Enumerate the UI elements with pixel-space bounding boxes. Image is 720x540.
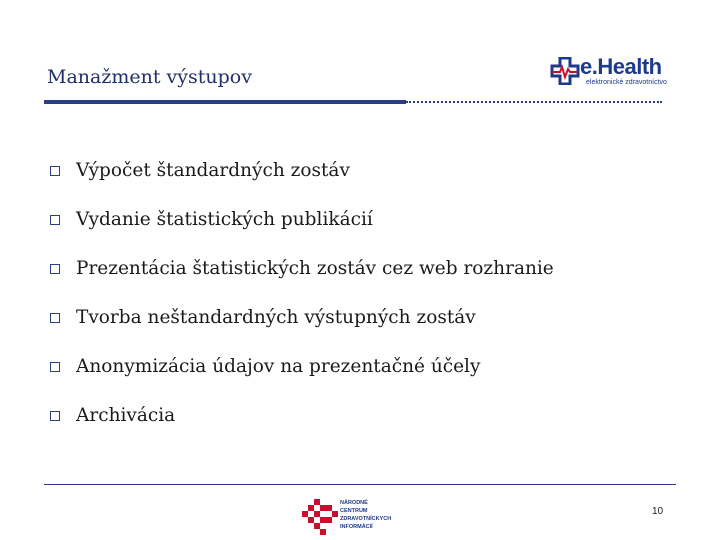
bullet-text: Prezentácia štatistických zostáv cez web rozhranie (76, 258, 554, 279)
nczi-line: CENTRUM (340, 508, 368, 514)
ehealth-wordmark: e.Health (580, 54, 662, 79)
bullet-item (50, 195, 554, 244)
nczi-line: INFORMÁCIÍ (340, 524, 373, 530)
square-bullet-icon (50, 215, 60, 225)
title-underline-solid (44, 100, 406, 104)
nczi-line: ZDRAVOTNÍCKYCH (340, 516, 392, 522)
bullet-text: Anonymizácia údajov na prezentačné účely (76, 356, 481, 377)
square-bullet-icon (50, 313, 60, 323)
bullet-text: Výpočet štandardných zostáv (76, 160, 350, 181)
square-bullet-icon (50, 411, 60, 421)
checkered-cross-icon (302, 499, 338, 535)
ehealth-subtitle: elektronické zdravotníctvo (586, 79, 667, 86)
nczi-name (340, 499, 391, 531)
nczi-logo (302, 499, 402, 535)
page-number: 10 (652, 506, 664, 517)
square-bullet-icon (50, 362, 60, 372)
footer-divider (44, 484, 676, 485)
medical-cross-heartbeat-icon (550, 57, 580, 85)
bullet-item (50, 146, 554, 195)
slide-title: Manažment výstupov (47, 66, 252, 88)
bullet-text: Vydanie štatistických publikácií (76, 209, 373, 230)
square-bullet-icon (50, 166, 60, 176)
bullet-item (50, 391, 554, 440)
title-underline-dotted (406, 101, 662, 103)
bullet-item (50, 342, 554, 391)
square-bullet-icon (50, 264, 60, 274)
bullet-text: Tvorba neštandardných výstupných zostáv (76, 307, 476, 328)
ehealth-logo (550, 54, 674, 89)
bullet-text: Archivácia (76, 405, 176, 426)
bullet-item (50, 293, 554, 342)
bullet-list (50, 146, 554, 440)
nczi-line: NÁRODNÉ (340, 500, 368, 506)
bullet-item (50, 244, 554, 293)
